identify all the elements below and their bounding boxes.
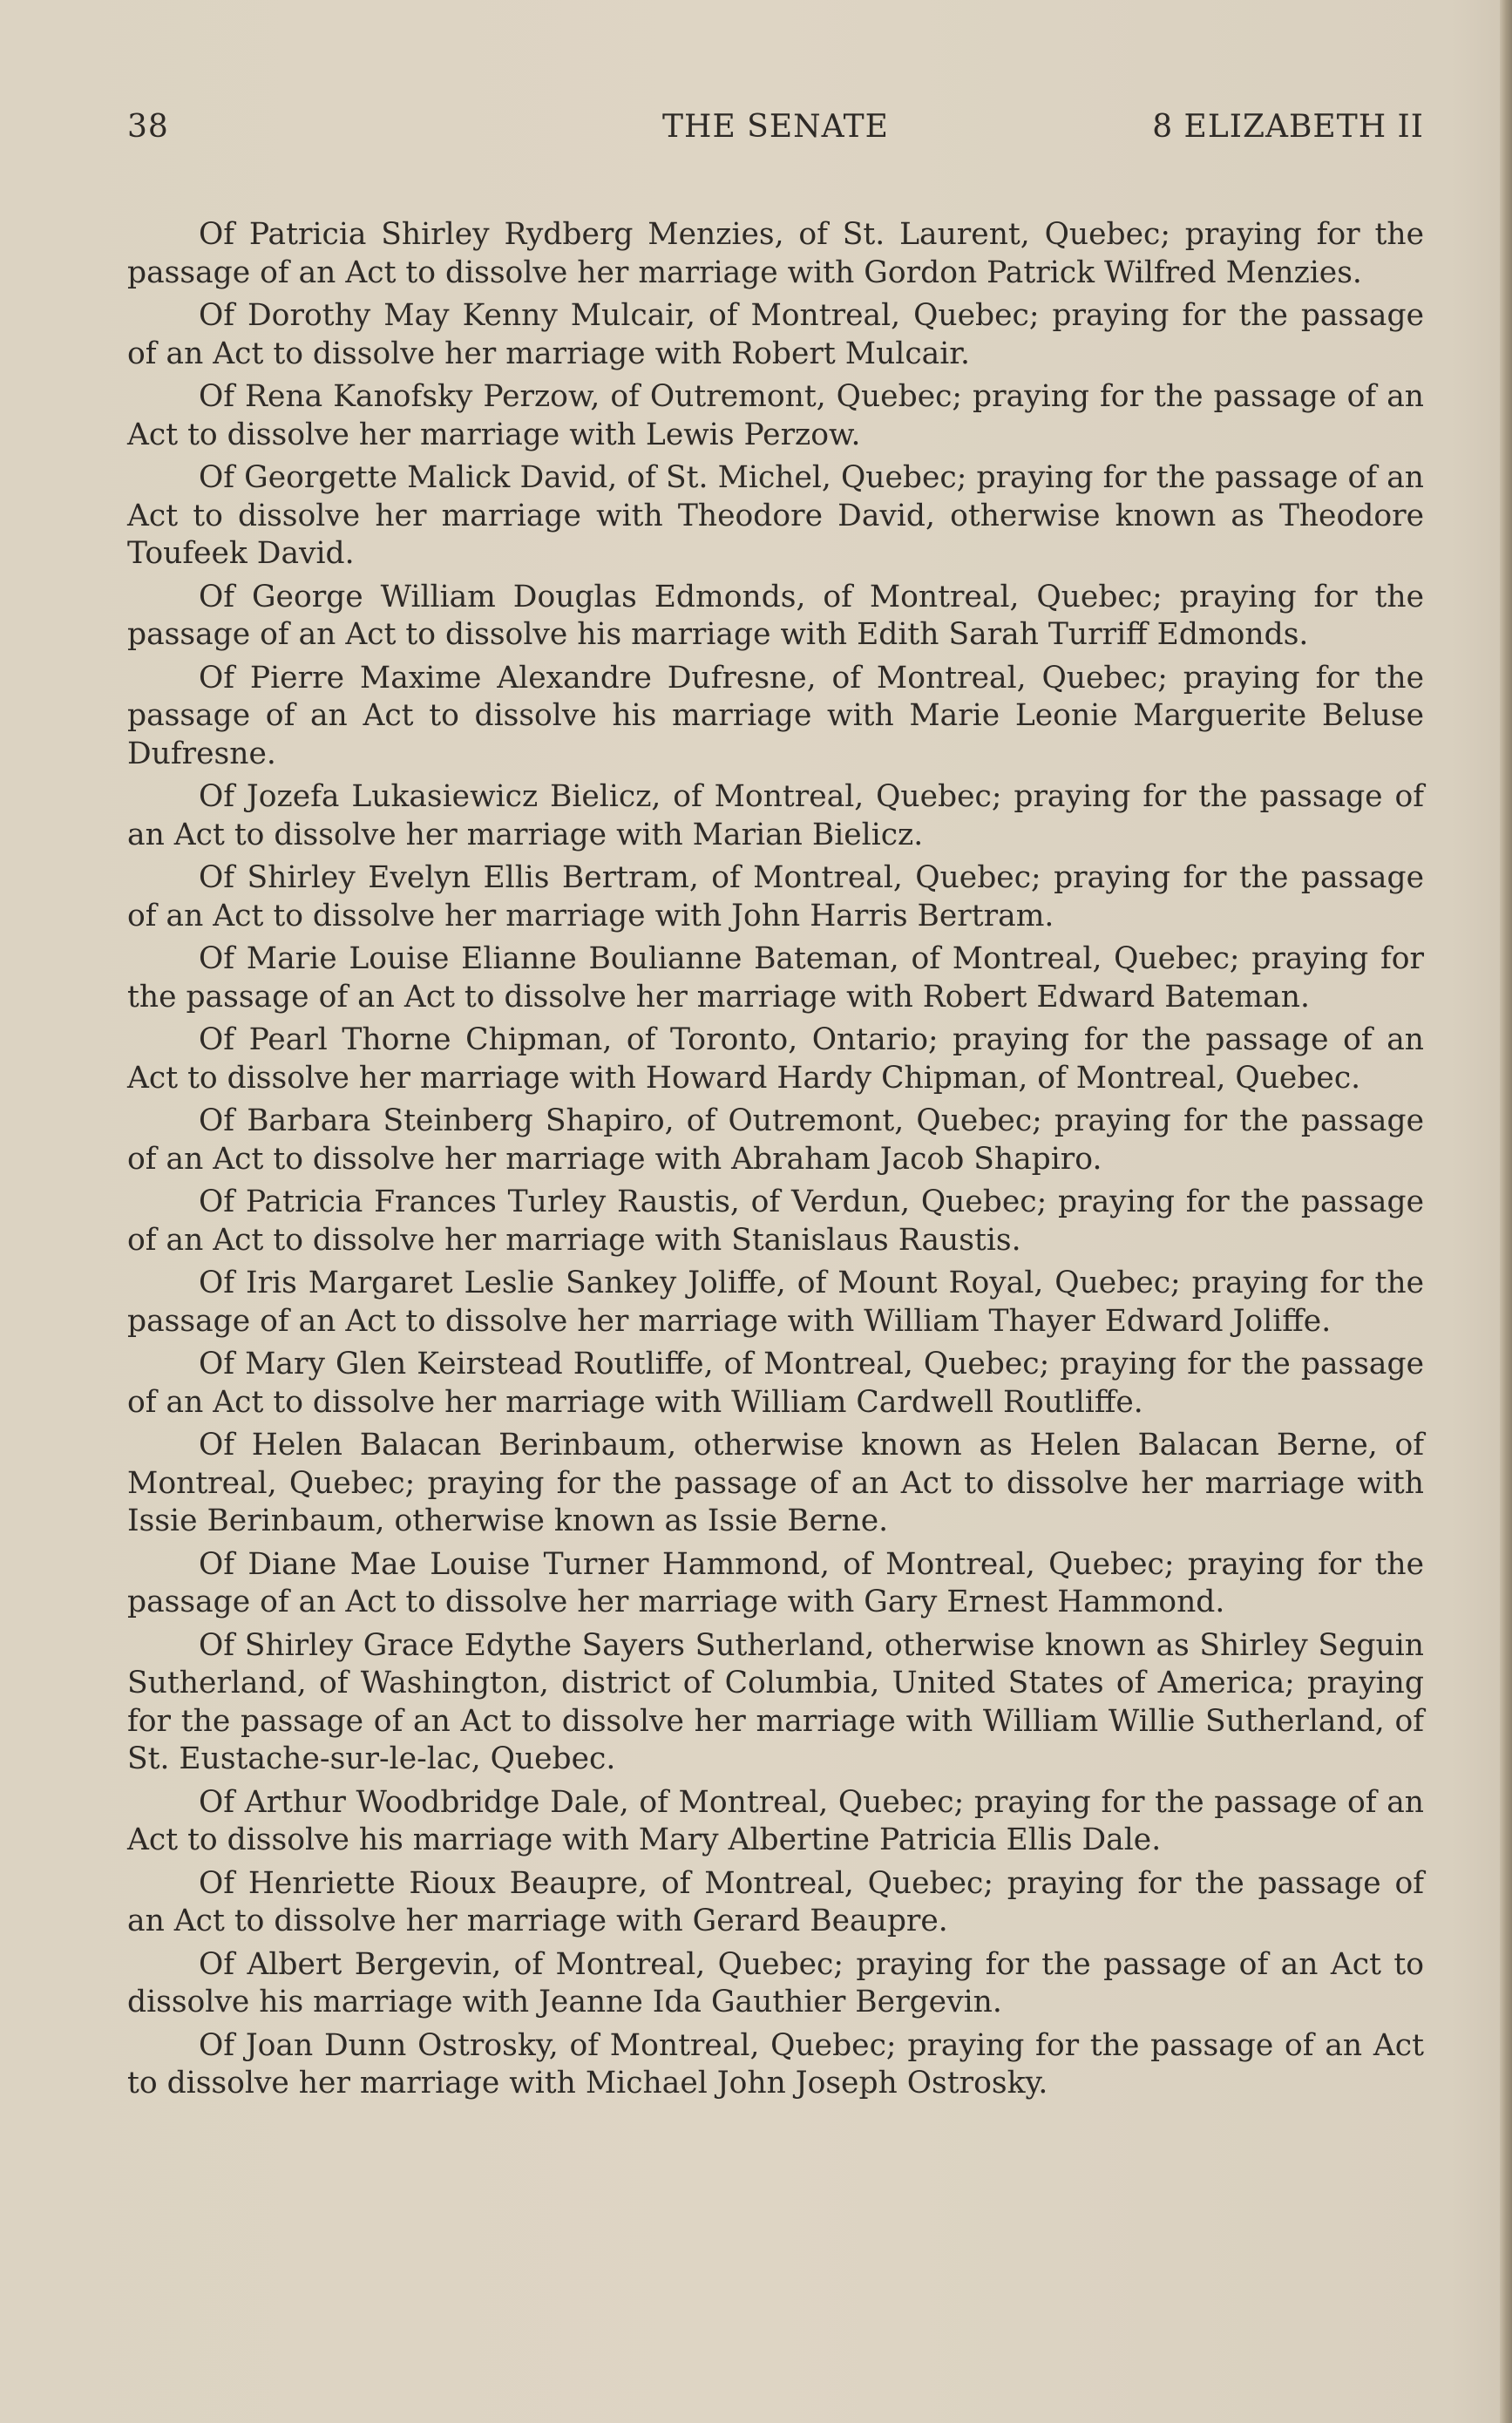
petition-entry: Of Shirley Grace Edythe Sayers Sutherland, otherwise known as Shirley Seguin Sutherland, of Washington, district of Columbia, United States of America; praying for the passage of an Act to dissolve her marriage with William Willie Sutherland, of St. Eustache-sur-le-lac, Quebec. [127, 1627, 1424, 1776]
petition-entry: Of Albert Bergevin, of Montreal, Quebec; praying for the passage of an Act to dissolve his marriage with Jeanne Ida Gauthier Bergevin. [127, 1946, 1424, 2019]
petition-entry: Of Marie Louise Elianne Boulianne Bateman, of Montreal, Quebec; praying for the passage of an Act to dissolve her marriage with Robert Edward Bateman. [127, 941, 1424, 1015]
petition-entry: Of Shirley Evelyn Ellis Bertram, of Montreal, Quebec; praying for the passage of an Act to dissolve her marriage with John Harris Bertram. [127, 860, 1424, 933]
petition-list [127, 216, 1424, 2108]
running-title: THE SENATE [662, 109, 889, 145]
petition-entry: Of Pearl Thorne Chipman, of Toronto, Ontario; praying for the passage of an Act to dissolve her marriage with Howard Hardy Chipman, of Montreal, Quebec. [127, 1022, 1424, 1096]
petition-entry: Of Arthur Woodbridge Dale, of Montreal, Quebec; praying for the passage of an Act to dissolve his marriage with Mary Albertine Patricia Ellis Dale. [127, 1784, 1424, 1857]
petition-entry: Of George William Douglas Edmonds, of Montreal, Quebec; praying for the passage of an Act to dissolve his marriage with Edith Sarah Turriff Edmonds. [127, 579, 1424, 652]
petition-entry: Of Helen Balacan Berinbaum, otherwise known as Helen Balacan Berne, of Montreal, Quebec; praying for the passage of an Act to dissolve her marriage with Issie Berinbaum, otherwise known as Issie Berne. [127, 1428, 1424, 1538]
petition-entry: Of Pierre Maxime Alexandre Dufresne, of Montreal, Quebec; praying for the passage of an Act to dissolve his marriage with Marie Leonie Marguerite Beluse Dufresne. [127, 660, 1424, 771]
petition-entry: Of Jozefa Lukasiewicz Bielicz, of Montreal, Quebec; praying for the passage of an Act to dissolve her marriage with Marian Bielicz. [127, 779, 1424, 852]
petition-entry: Of Henriette Rioux Beaupre, of Montreal, Quebec; praying for the passage of an Act to dissolve her marriage with Gerard Beaupre. [127, 1865, 1424, 1938]
petition-entry: Of Patricia Frances Turley Raustis, of Verdun, Quebec; praying for the passage of an Act to dissolve her marriage with Stanislaus Raustis. [127, 1184, 1424, 1258]
page-number: 38 [127, 109, 169, 145]
petition-entry: Of Iris Margaret Leslie Sankey Joliffe, of Mount Royal, Quebec; praying for the passage of an Act to dissolve her marriage with William Thayer Edward Joliffe. [127, 1266, 1424, 1339]
petition-entry: Of Georgette Malick David, of St. Michel, Quebec; praying for the passage of an Act to dissolve her marriage with Theodore David, otherwise known as Theodore Toufeek David. [127, 460, 1424, 571]
petition-entry: Of Patricia Shirley Rydberg Menzies, of St. Laurent, Quebec; praying for the passage of an Act to dissolve her marriage with Gordon Patrick Wilfred Menzies. [127, 217, 1424, 290]
petition-entry: Of Diane Mae Louise Turner Hammond, of Montreal, Quebec; praying for the passage of an Act to dissolve her marriage with Gary Ernest Hammond. [127, 1546, 1424, 1619]
petition-entry: Of Joan Dunn Ostrosky, of Montreal, Quebec; praying for the passage of an Act to dissolve her marriage with Michael John Joseph Ostrosky. [127, 2027, 1424, 2101]
regnal-year: 8 ELIZABETH II [1152, 109, 1424, 145]
running-header [127, 106, 1424, 148]
petition-entry: Of Mary Glen Keirstead Routliffe, of Montreal, Quebec; praying for the passage of an Act to dissolve her marriage with William Cardwell Routliffe. [127, 1347, 1424, 1420]
petition-entry: Of Barbara Steinberg Shapiro, of Outremont, Quebec; praying for the passage of an Act to dissolve her marriage with Abraham Jacob Shapiro. [127, 1103, 1424, 1177]
petition-entry: Of Dorothy May Kenny Mulcair, of Montreal, Quebec; praying for the passage of an Act to dissolve her marriage with Robert Mulcair. [127, 298, 1424, 371]
petition-entry: Of Rena Kanofsky Perzow, of Outremont, Quebec; praying for the passage of an Act to dissolve her marriage with Lewis Perzow. [127, 379, 1424, 452]
page-binding-edge [1500, 0, 1512, 2423]
